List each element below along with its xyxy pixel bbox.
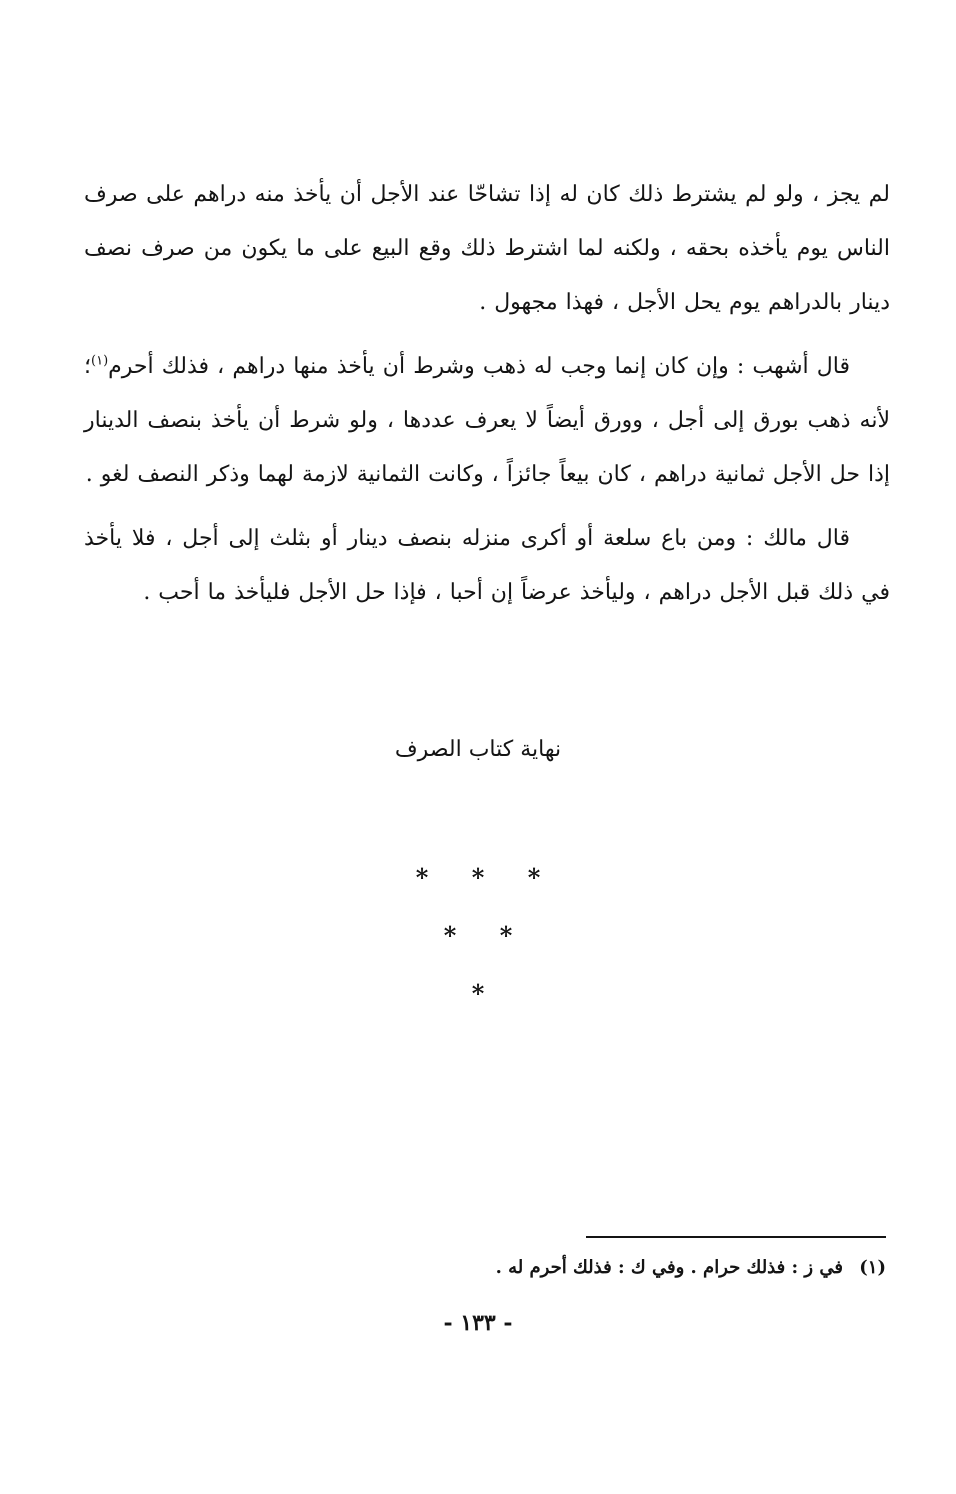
- asterisk-icon: *: [471, 979, 485, 1008]
- paragraph-1-text: لم يجز ، ولو لم يشترط ذلك كان له إذا تشاحّا عند الأجل أن يأخذ منه دراهم على صرف الناس يوم يأخذه بحقه ، ولكنه لما اشترط ذلك وقع البيع على ما يكون من صرف نصف دينار بالدراهم يوم يحل الأجل ، فهذا مجهول .: [84, 182, 890, 315]
- asterisk-icon: *: [415, 863, 429, 892]
- asterisk-icon: *: [471, 863, 485, 892]
- paragraph-2-text-after-note: ؛ لأنه ذهب بورق إلى أجل ، وورق أيضاً لا يعرف عددها ، ولو شرط أن يأخذ بنصف الدينار إذا حل الأجل ثمانية دراهم ، كان بيعاً جائزاً ، وكانت الثمانية لازمة لهما وذكر النصف لغو .: [84, 354, 890, 487]
- asterisk-icon: *: [499, 921, 513, 950]
- paragraph-2: [84, 340, 890, 502]
- asterisk-icon: *: [443, 921, 457, 950]
- paragraph-1: [84, 168, 890, 330]
- paragraph-2-text-before-note: قال أشهب : وإن كان إنما وجب له ذهب وشرط أن يأخذ منها دراهم ، فذلك أحرم: [108, 354, 850, 379]
- asterism-row-1: [0, 858, 956, 916]
- footnote: [66, 1252, 886, 1284]
- footnote-divider: [586, 1236, 886, 1238]
- section-end-title: نهاية كتاب الصرف: [394, 737, 562, 762]
- footnote-number: (١): [859, 1257, 886, 1278]
- main-text: [84, 168, 890, 620]
- paragraph-3-text: قال مالك : ومن باع سلعة أو أكرى منزله بنصف دينار أو بثلث إلى أجل ، فلا يأخذ في ذلك قبل الأجل دراهم ، وليأخذ عرضاً إن أحبا ، فإذا حل الأجل فليأخذ ما أحب .: [84, 526, 890, 605]
- asterism-row-3: [0, 974, 956, 1032]
- paragraph-3: [84, 512, 890, 620]
- page-number: - ١٣٣ -: [443, 1310, 513, 1336]
- asterism-row-2: [0, 916, 956, 974]
- asterism-separator: [0, 858, 956, 1032]
- footnote-text: في ز : فذلك حرام . وفي ك : فذلك أحرم له .: [495, 1257, 843, 1278]
- footnote-reference[interactable]: (١): [91, 353, 109, 369]
- asterisk-icon: *: [527, 863, 541, 892]
